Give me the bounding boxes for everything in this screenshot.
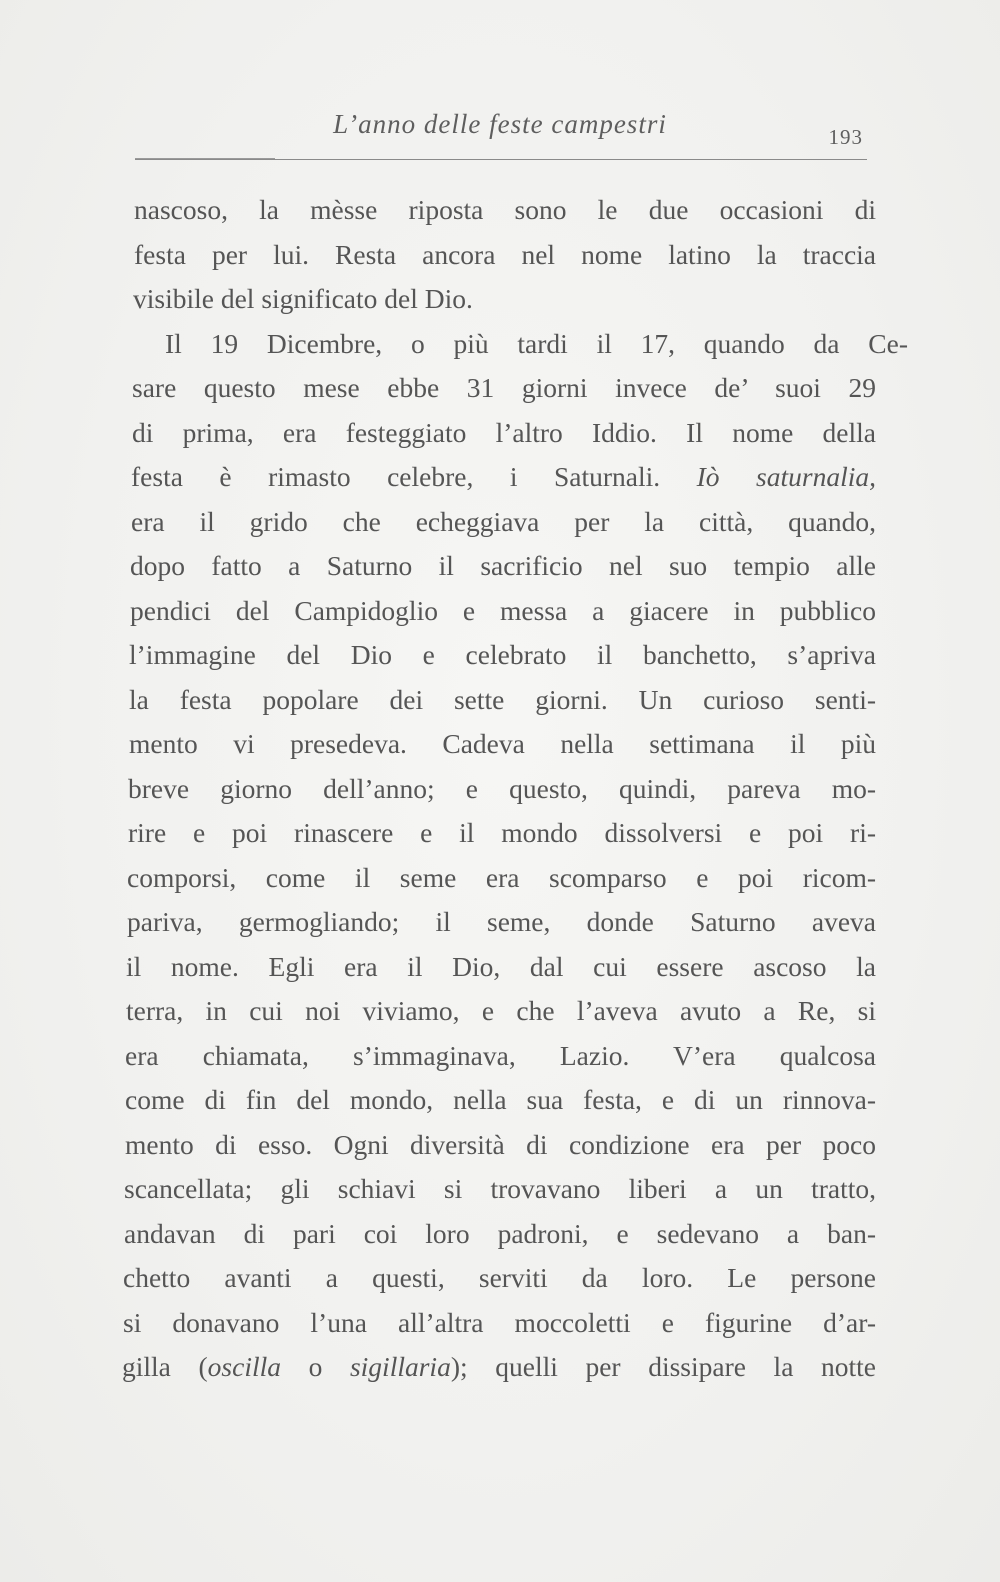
text-line — [126, 945, 876, 990]
body-text — [118, 188, 908, 1390]
text-run: era chiamata, s’immaginava, Lazio. V’era qualcosa — [125, 1039, 876, 1071]
text-run: Il 19 Dicembre, o più tardi il 17, quando da Ce- — [165, 327, 908, 359]
text-line — [124, 1167, 876, 1212]
text-run: era il grido che echeggiava per la città, quando, — [131, 505, 876, 537]
text-run: ); quelli per dissipare la notte — [450, 1351, 876, 1382]
text-line — [127, 856, 876, 901]
header-rule — [135, 159, 867, 160]
text-line — [131, 455, 876, 500]
text-line — [133, 277, 876, 322]
text-line — [123, 1301, 876, 1346]
text-run: pendici del Campidoglio e messa a giacere in pubblico — [130, 594, 876, 626]
text-line — [126, 989, 876, 1034]
text-run: come di fin del mondo, nella sua festa, e di un rinnova- — [125, 1084, 876, 1115]
text-run: di prima, era festeggiato l’altro Iddio. Il nome della — [132, 416, 876, 448]
text-run: andavan di pari coi loro padroni, e sedevano a ban- — [124, 1217, 876, 1249]
text-run: mento di esso. Ogni diversità di condizione era per poco — [125, 1128, 876, 1160]
text-line — [122, 1345, 876, 1390]
italic-run: Iò saturnalia, — [696, 461, 876, 492]
running-title: L’anno delle feste campestri — [333, 109, 667, 139]
text-line — [134, 233, 876, 278]
text-line — [127, 900, 876, 945]
text-run: scancellata; gli schiavi si trovavano liberi a un tratto, — [124, 1173, 876, 1204]
text-run: la festa popolare dei sette giorni. Un curioso senti- — [129, 683, 876, 715]
page-number: 193 — [828, 125, 863, 149]
italic-run: sigillaria — [349, 1351, 451, 1382]
text-run: comporsi, come il seme era scomparso e poi ricom- — [127, 861, 876, 893]
text-run: l’immagine del Dio e celebrato il banchetto, s’apriva — [129, 639, 876, 670]
text-line — [133, 322, 908, 367]
text-line — [129, 633, 876, 678]
text-line — [129, 722, 876, 767]
text-run: si donavano l’una all’altra moccoletti e figurine d’ar- — [123, 1306, 876, 1338]
text-run: breve giorno dell’anno; e questo, quindi, pareva mo- — [128, 772, 876, 804]
header-rule-accent — [135, 158, 275, 159]
text-run: chetto avanti a questi, serviti da loro. Le persone — [123, 1262, 876, 1293]
text-line — [124, 1212, 876, 1257]
text-run: gilla ( — [122, 1351, 208, 1382]
text-line — [132, 366, 876, 411]
text-line — [134, 188, 876, 233]
text-run: pariva, germogliando; il seme, donde Saturno aveva — [127, 906, 876, 937]
text-line — [129, 678, 876, 723]
running-head — [135, 103, 865, 151]
text-line — [128, 811, 876, 856]
text-line — [125, 1078, 876, 1123]
text-run: festa per lui. Resta ancora nel nome latino la traccia — [134, 238, 876, 270]
text-run: il nome. Egli era il Dio, dal cui essere ascoso la — [126, 950, 876, 982]
italic-run: oscilla — [207, 1351, 281, 1382]
text-run: festa è rimasto celebre, i Saturnali. — [131, 461, 697, 492]
text-run: visibile del significato del Dio. — [133, 283, 473, 314]
text-line — [130, 544, 876, 589]
text-line — [130, 589, 876, 634]
text-line — [131, 500, 876, 545]
text-line — [132, 411, 876, 456]
text-run: sare questo mese ebbe 31 giorni invece de’ suoi 29 — [132, 372, 876, 403]
text-run: rire e poi rinascere e il mondo dissolversi e poi ri- — [128, 817, 876, 848]
text-line — [123, 1256, 876, 1301]
text-line — [125, 1123, 876, 1168]
text-line — [125, 1034, 876, 1079]
text-run: terra, in cui noi viviamo, e che l’aveva avuto a Re, si — [126, 995, 876, 1026]
text-run: nascoso, la mèsse riposta sono le due occasioni di — [134, 194, 876, 225]
text-run: mento vi presedeva. Cadeva nella settimana il più — [129, 728, 876, 759]
text-run: dopo fatto a Saturno il sacrificio nel suo tempio alle — [130, 550, 876, 581]
text-line — [128, 767, 876, 812]
text-run: o — [281, 1351, 350, 1382]
